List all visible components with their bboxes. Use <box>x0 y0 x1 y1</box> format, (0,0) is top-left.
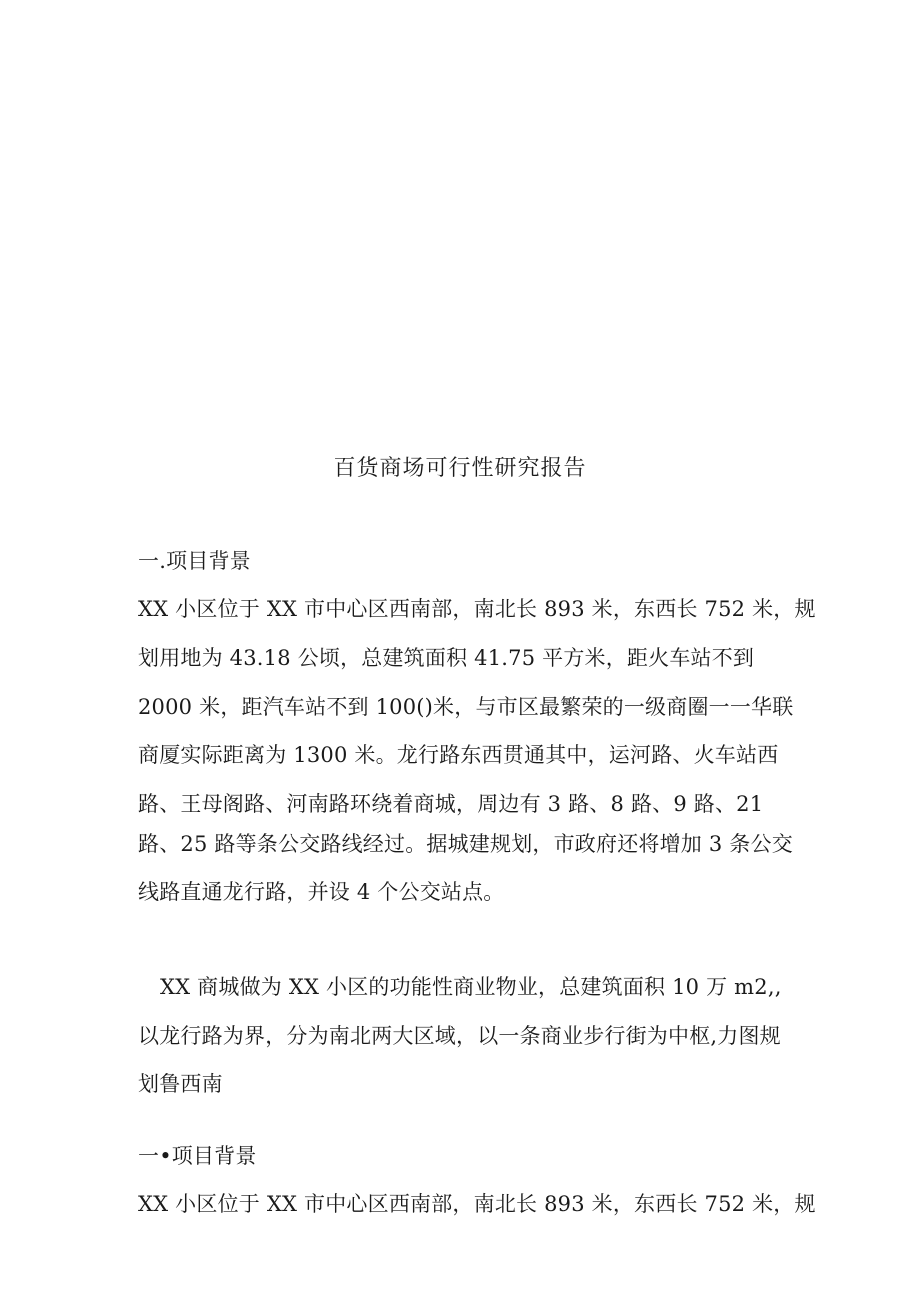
paragraph-line: 以龙行路为界，分为南北两大区域，以一条商业步行街为中枢,力图规 <box>138 1024 781 1048</box>
section-heading: 一•项目背景 <box>138 1144 257 1168</box>
paragraph-line: 路、王母阁路、河南路环绕着商城，周边有 3 路、8 路、9 路、21 <box>138 792 764 816</box>
paragraph-line: XX 小区位于 XX 市中心区西南部，南北长 893 米，东西长 752 米，规 <box>138 597 816 621</box>
paragraph-line: 商厦实际距离为 1300 米。龙行路东西贯通其中，运河路、火车站西 <box>138 743 779 767</box>
paragraph-line: 划鲁西南 <box>138 1072 223 1096</box>
paragraph-line: 划用地为 43.18 公顷，总建筑面积 41.75 平方米，距火车站不到 <box>138 646 755 670</box>
paragraph-line: 线路直通龙行路，并设 4 个公交站点。 <box>138 880 505 904</box>
paragraph-line: XX 商城做为 XX 小区的功能性商业物业，总建筑面积 10 万 m2,, <box>160 975 782 999</box>
section-heading: 一.项目背景 <box>138 549 251 573</box>
paragraph-line: 2000 米，距汽车站不到 100()米，与市区最繁荣的一级商圈一一华联 <box>138 695 794 719</box>
paragraph-line: XX 小区位于 XX 市中心区西南部，南北长 893 米，东西长 752 米，规 <box>138 1192 816 1216</box>
document-title: 百货商场可行性研究报告 <box>333 456 587 481</box>
paragraph-line: 路、25 路等条公交路线经过。据城建规划，市政府还将增加 3 条公交 <box>138 832 793 856</box>
